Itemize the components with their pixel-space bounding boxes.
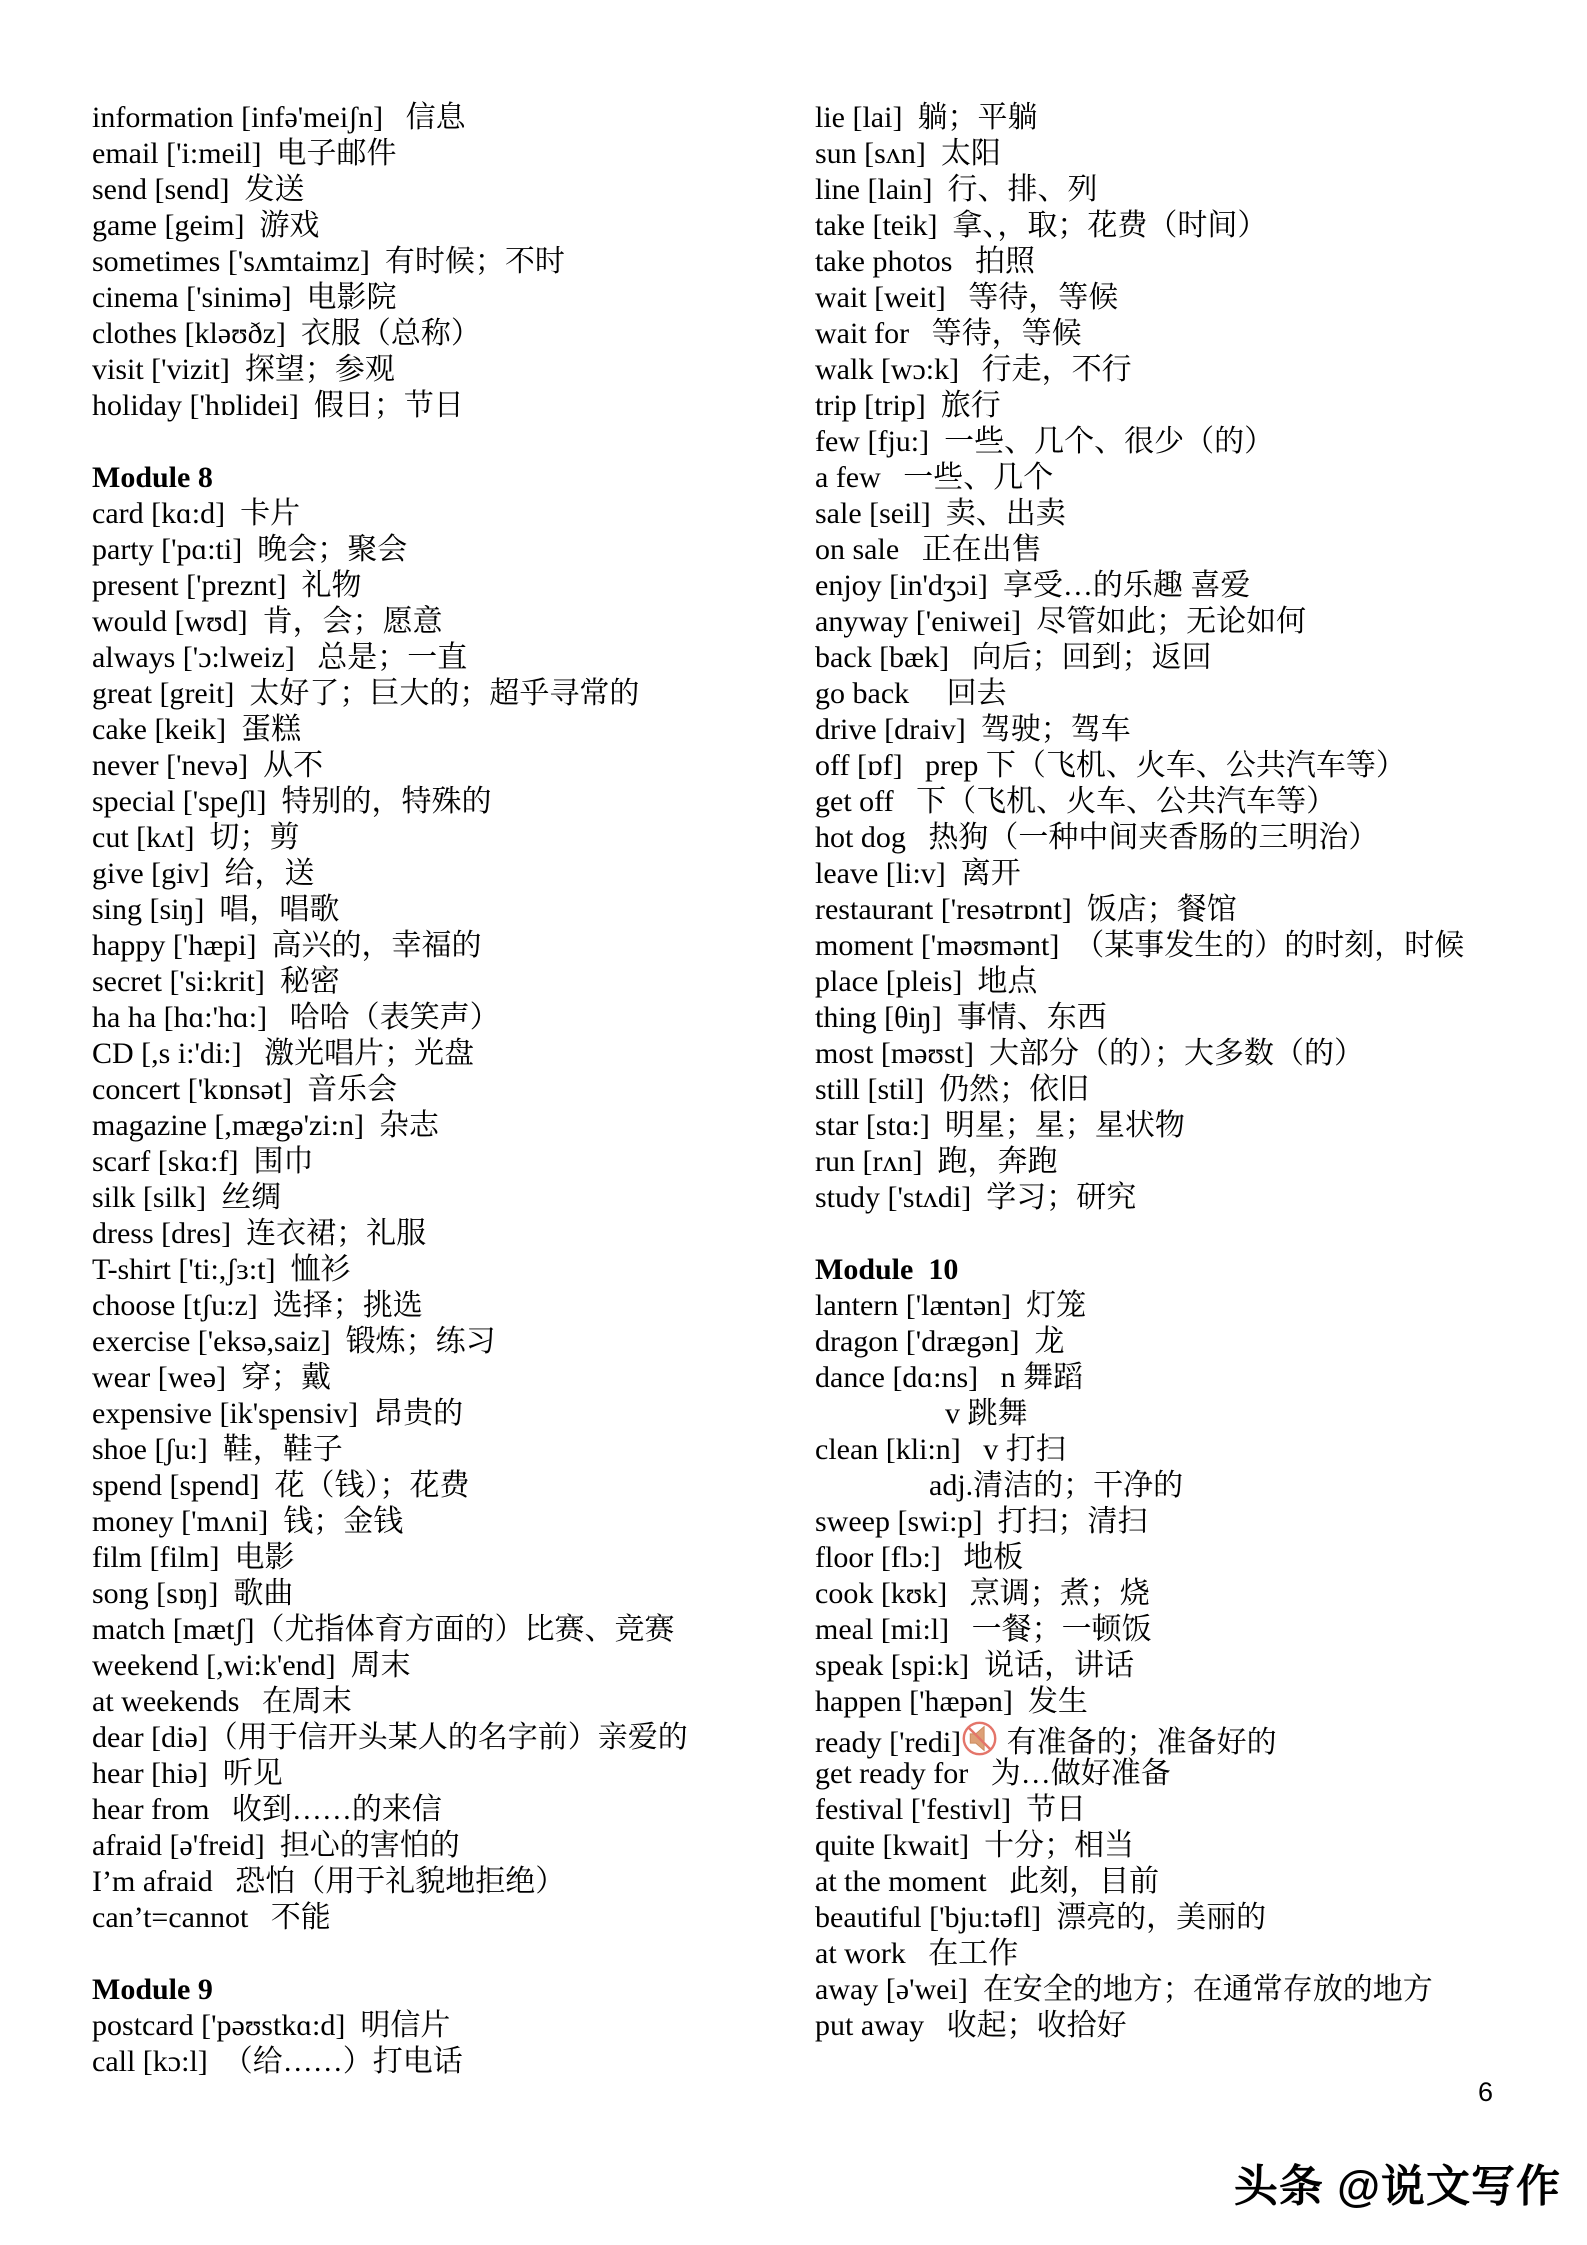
vocab-entry: give [giv] 给，送 [92,857,315,890]
vocab-entry: take [teik] 拿、，取；花费（时间） [815,209,1268,242]
vocab-entry: dragon ['drægən] 龙 [815,1325,1065,1358]
vocab-entry: email ['i:meil] 电子邮件 [92,137,397,170]
vocab-entry: happen ['hæpən] 发生 [815,1685,1088,1718]
vocab-entry: at work 在工作 [815,1937,1019,1970]
vocab-entry: weekend [,wi:k'end] 周末 [92,1649,411,1682]
module-heading: Module 10 [815,1253,959,1286]
vocab-entry: shoe [ʃu:] 鞋，鞋子 [92,1433,343,1466]
vocab-entry: wear [weə] 穿；戴 [92,1361,332,1394]
vocab-entry: a few 一些、几个 [815,461,1054,494]
vocab-entry: special ['speʃl] 特别的，特殊的 [92,785,492,818]
vocab-entry: CD [,s i:'di:] 激光唱片；光盘 [92,1037,475,1070]
vocab-entry: scarf [skɑ:f] 围巾 [92,1145,314,1178]
vocab-entry: trip [trip] 旅行 [815,389,1001,422]
vocab-entry: thing [θiŋ] 事情、东西 [815,1001,1107,1034]
vocab-entry: always ['ɔ:lweiz] 总是；一直 [92,641,468,674]
vocab-entry: T-shirt ['ti:,ʃɜ:t] 恤衫 [92,1253,351,1286]
vocab-entry: secret ['si:krit] 秘密 [92,965,340,998]
right-column [815,100,1587,2044]
vocab-entry: sometimes ['sʌmtaimz] 有时候；不时 [92,245,565,278]
vocab-entry: sing [siŋ] 唱，唱歌 [92,893,340,926]
vocab-entry: anyway ['eniwei] 尽管如此；无论如何 [815,605,1307,638]
vocab-entry: drive [draiv] 驾驶；驾车 [815,713,1131,746]
vocab-entry: lie [lai] 躺；平躺 [815,101,1038,134]
vocab-entry: away [ə'wei] 在安全的地方；在通常存放的地方 [815,1973,1433,2006]
vocab-entry: would [wʊd] 肯，会；愿意 [92,605,443,638]
muted-speaker-icon [961,1720,998,1757]
module-section [92,460,782,1936]
vocab-entry: sun [sʌn] 太阳 [815,137,1001,170]
vocab-entry: meal [mi:l] 一餐；一顿饭 [815,1613,1152,1646]
vocab-entry: dance [dɑ:ns] n 舞蹈 [815,1361,1084,1394]
vocab-entry: film [film] 电影 [92,1541,295,1574]
module-section [92,1972,782,2080]
vocab-entry: card [kɑ:d] 卡片 [92,497,301,530]
vocab-entry: silk [silk] 丝绸 [92,1181,282,1214]
vocab-entry: wait [weit] 等待，等候 [815,281,1119,314]
vocab-entry: still [stil] 仍然；依旧 [815,1073,1090,1106]
module-heading: Module 8 [92,461,213,494]
vocab-entry: match [mætʃ]（尤指体育方面的）比赛、竞赛 [92,1613,675,1646]
module-section [815,100,1587,1216]
vocab-entry: sale [seil] 卖、出卖 [815,497,1066,530]
vocab-entry: quite [kwait] 十分；相当 [815,1829,1135,1862]
vocab-entry: never ['nevə] 从不 [92,749,324,782]
vocab-entry: beautiful ['bju:təfl] 漂亮的，美丽的 [815,1901,1267,1934]
module-section [815,1252,1587,2044]
vocab-entry: postcard ['pəʊstkɑ:d] 明信片 [92,2009,451,2042]
vocab-entry: great [greit] 太好了；巨大的；超乎寻常的 [92,677,640,710]
vocab-entry: moment ['məʊmənt] （某事发生的）的时刻，时候 [815,929,1465,962]
vocab-entry: call [kɔ:l] （给……）打电话 [92,2045,463,2078]
vocab-entry: get off 下（飞机、火车、公共汽车等） [815,785,1337,818]
vocab-entry: dear [diə]（用于信开头某人的名字前）亲爱的 [92,1721,688,1754]
vocab-entry: hear [hiə] 听见 [92,1757,283,1790]
module-section [92,100,782,424]
vocab-entry: information [infə'meiʃn] 信息 [92,101,466,134]
vocab-entry: few [fju:] 一些、几个、很少（的） [815,425,1275,458]
vocab-entry: leave [li:v] 离开 [815,857,1021,890]
vocab-entry: hot dog 热狗（一种中间夹香肠的三明治） [815,821,1379,854]
vocab-entry: visit ['vizit] 探望；参观 [92,353,395,386]
vocab-entry: most [məʊst] 大部分（的）；大多数（的） [815,1037,1364,1070]
vocab-entry: dress [dres] 连衣裙；礼服 [92,1217,427,1250]
vocab-entry: present ['preznt] 礼物 [92,569,362,602]
left-column [92,100,782,2080]
vocab-entry: clean [kli:n] v 打扫 [815,1433,1066,1466]
vocab-entry: ha ha [hɑ:'hɑ:] 哈哈（表笑声） [92,1001,500,1034]
vocab-entry: get ready for 为…做好准备 [815,1757,1171,1790]
vocab-entry: I’m afraid 恐怕（用于礼貌地拒绝） [92,1865,566,1898]
vocab-entry: run [rʌn] 跑，奔跑 [815,1145,1058,1178]
vocab-entry: song [sɒŋ] 歌曲 [92,1577,294,1610]
vocab-entry: lantern ['læntən] 灯笼 [815,1289,1087,1322]
vocab-entry: star [stɑ:] 明星；星；星状物 [815,1109,1185,1142]
vocab-entry: choose [tʃu:z] 选择；挑选 [92,1289,423,1322]
vocab-entry: restaurant ['resətrɒnt] 饭店；餐馆 [815,893,1237,926]
vocab-entry: on sale 正在出售 [815,533,1042,566]
vocab-entry: adj.清洁的；干净的 [929,1469,1184,1502]
vocab-entry: cake [keik] 蛋糕 [92,713,302,746]
vocab-entry: afraid [ə'freid] 担心的害怕的 [92,1829,460,1862]
vocab-entry: cook [kʊk] 烹调；煮；烧 [815,1577,1150,1610]
vocab-entry: v 跳舞 [945,1397,1028,1430]
vocab-entry-text: 有准备的；准备好的 [999,1726,1277,1759]
vocab-entry: game [geim] 游戏 [92,209,320,242]
vocab-entry: go back 回去 [815,677,1007,710]
vocab-entry: take photos 拍照 [815,245,1035,278]
vocab-entry: send [send] 发送 [92,173,305,206]
vocab-entry: at weekends 在周末 [92,1685,352,1718]
vocab-entry: expensive [ik'spensiv] 昂贵的 [92,1397,464,1430]
vocab-entry: cinema ['sinimə] 电影院 [92,281,397,314]
vocab-entry: back [bæk] 向后；回到；返回 [815,641,1212,674]
vocab-entry: money ['mʌni] 钱；金钱 [92,1505,404,1538]
vocab-entry: concert ['kɒnsət] 音乐会 [92,1073,398,1106]
vocab-entry: holiday ['hɒlidei] 假日；节日 [92,389,464,422]
vocab-entry: put away 收起；收拾好 [815,2009,1127,2042]
watermark: 头条 @说文写作 [1233,2162,1561,2211]
vocab-entry: festival ['festivl] 节日 [815,1793,1087,1826]
vocab-entry: can’t=cannot 不能 [92,1901,331,1934]
module-heading: Module 9 [92,1973,213,2006]
vocab-entry: line [lain] 行、排、列 [815,173,1098,206]
vocab-entry: floor [flɔ:] 地板 [815,1541,1024,1574]
vocab-entry: off [ɒf] prep 下（飞机、火车、公共汽车等） [815,749,1406,782]
vocab-entry: sweep [swi:p] 打扫；清扫 [815,1505,1148,1538]
vocab-entry: spend [spend] 花（钱）；花费 [92,1469,470,1502]
vocab-entry: cut [kʌt] 切；剪 [92,821,300,854]
vocab-entry: at the moment 此刻，目前 [815,1865,1160,1898]
page-number: 6 [1478,2077,1494,2107]
vocab-entry: clothes [kləʊðz] 衣服（总称） [92,317,481,350]
vocab-entry: wait for 等待，等候 [815,317,1082,350]
vocab-entry-text: ready ['redi] [815,1726,962,1759]
vocab-entry [815,1720,1587,1759]
vocab-entry: place [pleis] 地点 [815,965,1038,998]
vocab-entry: study ['stʌdi] 学习；研究 [815,1181,1137,1214]
vocab-entry: enjoy [in'dʒɔi] 享受…的乐趣 喜爱 [815,569,1251,602]
vocab-entry: speak [spi:k] 说话，讲话 [815,1649,1135,1682]
vocab-entry: hear from 收到……的来信 [92,1793,442,1826]
vocab-entry: magazine [,mægə'zi:n] 杂志 [92,1109,439,1142]
vocab-entry: party ['pɑ:ti] 晚会；聚会 [92,533,408,566]
vocab-entry: walk [wɔ:k] 行走，不行 [815,353,1132,386]
vocab-entry: exercise ['eksə,saiz] 锻炼；练习 [92,1325,496,1358]
vocab-entry: happy ['hæpi] 高兴的，幸福的 [92,929,482,962]
